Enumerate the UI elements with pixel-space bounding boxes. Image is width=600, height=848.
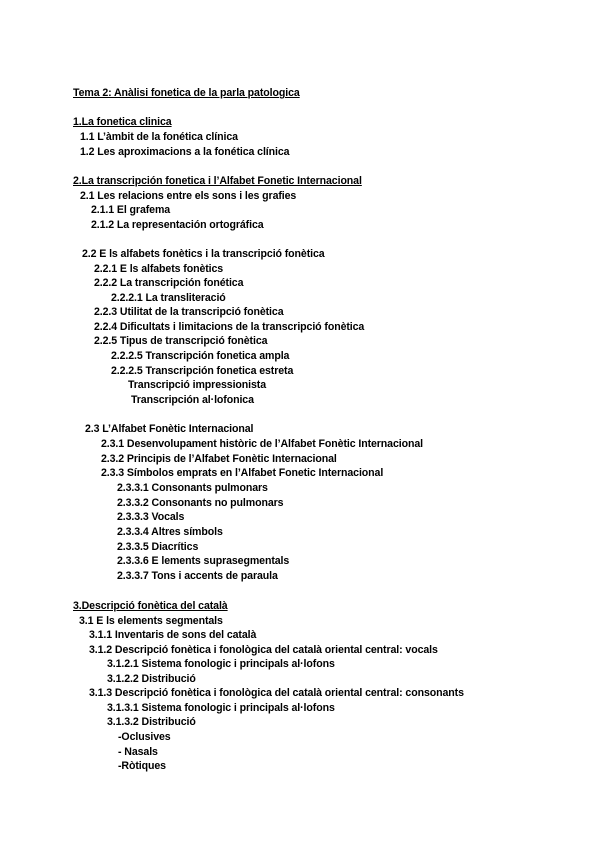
section-1-heading: 1.La fonetica clinica [73,116,172,128]
toc-item: 2.3.3.5 Diacrítics [117,541,199,553]
toc-item: 3.1.1 Inventaris de sons del català [89,629,257,641]
toc-item: 3.1.2.1 Sistema fonologic i principals al·lofons [107,658,335,670]
toc-item: 2.3.3.1 Consonants pulmonars [117,482,268,494]
toc-item: 2.1 Les relacions entre els sons i les grafies [80,190,297,202]
toc-item: - Nasals [118,746,158,758]
toc-item: 2.2.5 Tipus de transcripció fonètica [94,335,268,347]
toc-item: 1.1 L’àmbit de la fonética clínica [80,131,238,143]
toc-item: 3.1.3 Descripció fonètica i fonològica del català oriental central: consonants [89,687,464,699]
toc-item: 3.1.3.1 Sistema fonologic i principals al·lofons [107,702,335,714]
document-title: Tema 2: Anàlisi fonetica de la parla patologica [73,87,300,99]
toc-item: 2.2.2.1 La transliteració [111,292,226,304]
section-3-heading: 3.Descripció fonètica del català [73,600,228,612]
toc-item: 2.3.3.3 Vocals [117,511,185,523]
toc-item: 3.1.3.2 Distribució [107,716,196,728]
toc-item: 2.3.2 Principis de l’Alfabet Fonètic Internacional [101,453,337,465]
toc-item: 2.3.3 Símbolos emprats en l’Alfabet Fonetic Internacional [101,467,384,479]
toc-item: 3.1.2.2 Distribució [107,673,196,685]
toc-item: 2.2.2.5 Transcripción fonetica ampla [111,350,290,362]
toc-item: 2.2.3 Utilitat de la transcripció fonètica [94,306,284,318]
toc-item: 2.3.1 Desenvolupament històric de l’Alfabet Fonètic Internacional [101,438,423,450]
toc-item: -Oclusives [118,731,171,743]
toc-item: 1.2 Les aproximacions a la fonética clínica [80,146,290,158]
toc-item: -Ròtiques [118,760,166,772]
toc-item: 2.2.1 E ls alfabets fonètics [94,263,224,275]
toc-item: 2.2.2.5 Transcripción fonetica estreta [111,365,294,377]
toc-item: 2.1.1 El grafema [91,204,171,216]
toc-item: 2.3.3.6 E lements suprasegmentals [117,555,290,567]
section-2-heading: 2.La transcripción fonetica i l’Alfabet Fonetic Internacional [73,175,362,187]
toc-item: 2.3.3.7 Tons i accents de paraula [117,570,278,582]
toc-item: Transcripción al·lofonica [131,394,254,406]
toc-item: 3.1.2 Descripció fonètica i fonològica del català oriental central: vocals [89,644,438,656]
toc-item: 2.2.4 Dificultats i limitacions de la transcripció fonètica [94,321,365,333]
toc-item: 3.1 E ls elements segmentals [79,615,223,627]
toc-item: 2.1.2 La representación ortográfica [91,219,264,231]
toc-item: 2.3 L’Alfabet Fonètic Internacional [85,423,254,435]
toc-item: Transcripció impressionista [128,379,267,391]
toc-item: 2.3.3.2 Consonants no pulmonars [117,497,284,509]
toc-item: 2.3.3.4 Altres símbols [117,526,223,538]
toc-item: 2.2.2 La transcripción fonética [94,277,244,289]
toc-item: 2.2 E ls alfabets fonètics i la transcripció fonètica [82,248,325,260]
